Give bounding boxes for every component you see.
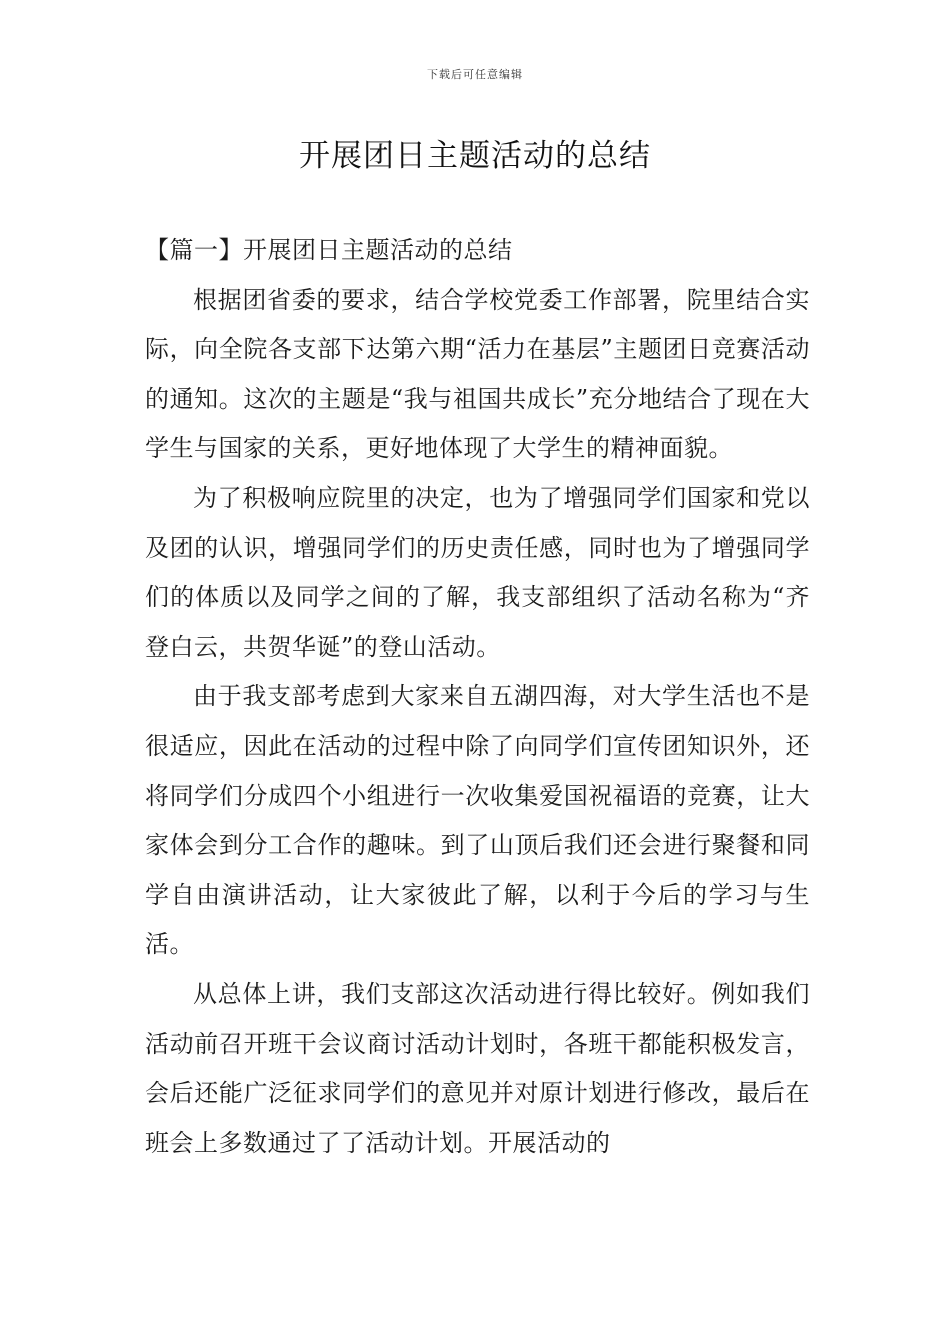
document-title: 开展团日主题活动的总结: [299, 138, 651, 174]
section-heading: 【篇一】开展团日主题活动的总结: [145, 236, 513, 264]
paragraph-4: 从总体上讲，我们支部这次活动进行得比较好。例如我们活动前召开班干会议商讨活动计划时，各班干都能积极发言，会后还能广泛征求同学们的意见并对原计划进行修改，最后在班会上多数通过了了活动计划。开展活动的: [145, 979, 810, 1157]
paragraph-3: 由于我支部考虑到大家来自五湖四海，对大学生活也不是很适应，因此在活动的过程中除了向同学们宣传团知识外，还将同学们分成四个小组进行一次收集爱国祝福语的竞赛，让大家体会到分工合作的趣味。到了山顶后我们还会进行聚餐和同学自由演讲活动，让大家彼此了解，以利于今后的学习与生活。: [145, 682, 810, 959]
paragraph-2: 为了积极响应院里的决定，也为了增强同学们国家和党以及团的认识，增强同学们的历史责任感，同时也为了增强同学们的体质以及同学之间的了解，我支部组织了活动名称为“齐登白云，共贺华诞”的登山活动。: [145, 483, 810, 661]
document-body: [145, 226, 810, 1168]
header-note: 下载后可任意编辑: [427, 68, 523, 81]
paragraph-1: 根据团省委的要求，结合学校党委工作部署，院里结合实际，向全院各支部下达第六期“活力在基层”主题团日竞赛活动的通知。这次的主题是“我与祖国共成长”充分地结合了现在大学生与国家的关系，更好地体现了大学生的精神面貌。: [145, 285, 810, 463]
